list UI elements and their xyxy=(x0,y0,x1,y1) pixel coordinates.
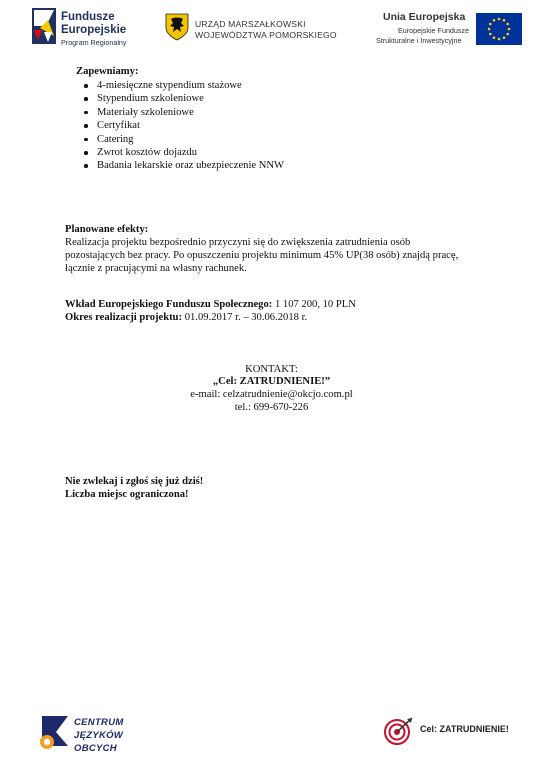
target-arrow-icon xyxy=(383,716,415,746)
fe-logo-line1: Fundusze xyxy=(61,11,115,23)
urzad-line2: WOJEWÓDZTWA POMORSKIEGO xyxy=(195,30,337,40)
list-item: 4-miesięczne stypendium stażowe xyxy=(97,79,284,92)
cta-line2: Liczba miejsc ograniczona! xyxy=(65,489,189,500)
eu-flag-icon xyxy=(476,13,522,45)
effects-text-line1: Realizacja projektu bezpośrednio przyczyni się do zwiększenia zatrudnienia osób xyxy=(65,237,411,248)
list-item: Zwrot kosztów dojazdu xyxy=(97,146,284,159)
effects-text-line3: łącznie z pracującymi na własny rachunek. xyxy=(65,263,247,274)
effects-text-line2: pozostających bez pracy. Po opuszczeniu projektu minimum 45% UP(38 osób) znajdą pracę, xyxy=(65,250,459,261)
list-item: Stypendium szkoleniowe xyxy=(97,92,284,105)
cjo-logo-line1: CENTRUM xyxy=(74,717,124,728)
fundusze-europejskie-logo-icon xyxy=(30,6,58,46)
effects-heading: Planowane efekty: xyxy=(65,224,149,235)
fe-logo-subtitle: Program Regionalny xyxy=(61,38,127,47)
cjo-logo-icon xyxy=(38,716,72,752)
funding-label: Wkład Europejskiego Funduszu Społecznego: xyxy=(65,299,273,310)
contact-email: e-mail: celzatrudnienie@okcjo.com.pl xyxy=(190,389,353,400)
ue-logo-name: Unia Europejska xyxy=(383,11,466,23)
contact-project-name: „Cel: ZATRUDNIENIE!” xyxy=(212,376,331,387)
cel-zatrudnienie-brand: Cel: ZATRUDNIENIE! xyxy=(420,724,509,734)
project-period xyxy=(65,311,307,324)
ue-logo-sub1: Europejskie Fundusze xyxy=(398,26,470,35)
period-value: 01.09.2017 r. – 30.06.2018 r. xyxy=(182,312,308,323)
list-item: Badania lekarskie oraz ubezpieczenie NNW xyxy=(97,160,285,172)
list-item: Materiały szkoleniowe xyxy=(97,106,284,119)
period-label: Okres realizacji projektu: xyxy=(65,312,183,323)
funding-value: 1 107 200, 10 PLN xyxy=(272,299,356,310)
list-item: Catering xyxy=(97,133,284,146)
list-item: Certyfikat xyxy=(97,119,284,132)
cjo-logo-line2: JĘZYKÓW xyxy=(74,730,124,741)
contact-heading: KONTAKT: xyxy=(245,364,298,375)
ue-logo-sub2: Strukturalne i Inwestycyjne xyxy=(376,36,462,45)
benefits-list xyxy=(97,79,284,173)
contact-phone: tel.: 699-670-226 xyxy=(234,402,309,413)
cta-line1: Nie zwlekaj i zgłoś się już dziś! xyxy=(65,476,204,487)
pomorskie-crest-icon xyxy=(165,13,189,41)
funding-contribution xyxy=(65,298,356,311)
fe-logo-line2: Europejskie xyxy=(61,24,127,36)
offer-heading: Zapewniamy: xyxy=(76,66,139,77)
cjo-logo-line3: OBCYCH xyxy=(74,743,117,754)
urzad-line1: URZĄD MARSZAŁKOWSKI xyxy=(195,19,306,29)
